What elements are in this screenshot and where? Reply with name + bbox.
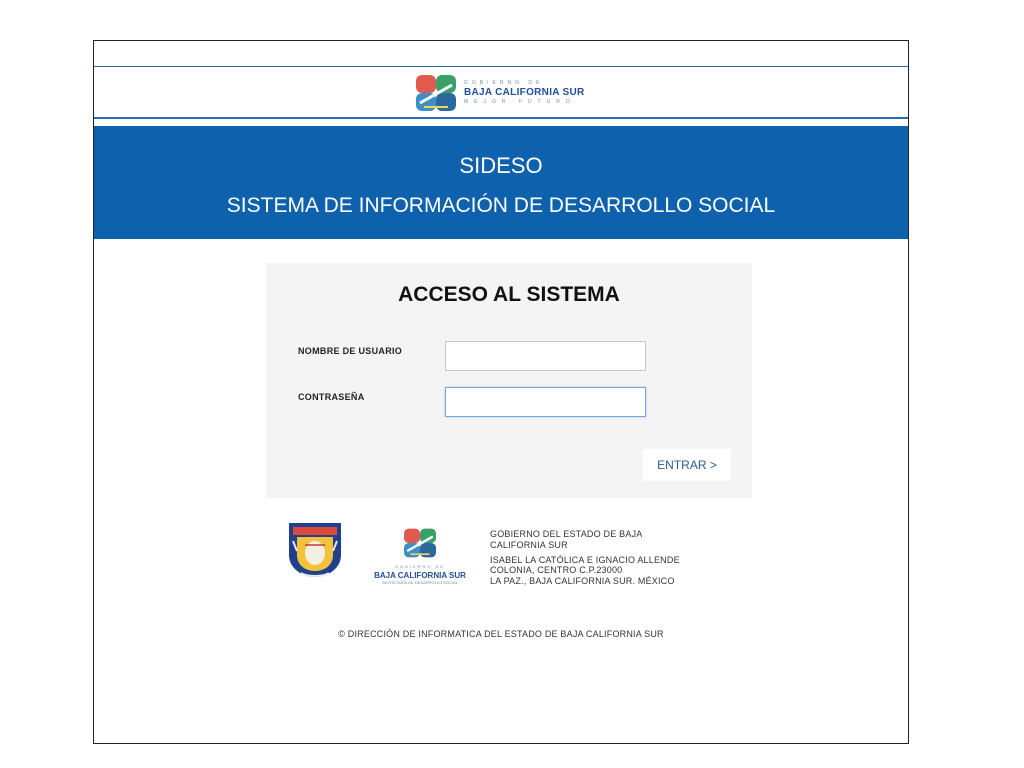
footer-logo — [368, 527, 472, 591]
bcs-emblem-icon — [414, 73, 458, 113]
logo-sub-text: MEJOR FUTURO — [464, 99, 576, 105]
copyright-text: © DIRECCIÓN DE INFORMATICA DEL ESTADO DE BAJA CALIFORNIA SUR — [338, 629, 664, 639]
footer-logo-sub-text: SECRETARÍA DE DESARROLLO SOCIAL — [382, 580, 458, 585]
password-input[interactable] — [445, 387, 646, 417]
banner-subtitle: SISTEMA DE INFORMACIÓN DE DESARROLLO SOCIAL — [226, 194, 776, 217]
login-panel — [266, 263, 752, 498]
enter-button[interactable]: ENTRAR > — [643, 449, 731, 481]
bcs-emblem-icon — [401, 527, 439, 559]
footer — [94, 519, 908, 639]
government-logo — [414, 73, 585, 113]
banner-title: SIDESO — [459, 153, 543, 178]
username-input[interactable] — [445, 341, 646, 371]
password-label: CONTRASEÑA — [298, 392, 365, 402]
address-line: ISABEL LA CATÓLICA E IGNACIO ALLENDE — [490, 554, 680, 565]
address-line: COLONIA, CENTRO C.P.23000 — [490, 565, 623, 576]
title-banner — [94, 126, 908, 239]
address-line: LA PAZ., BAJA CALIFORNIA SUR. MÉXICO — [490, 576, 675, 587]
logo-small-text: GOBIERNO DE — [464, 80, 544, 86]
logo-bar-divider — [94, 117, 908, 119]
footer-logo-main-text: BAJA CALIFORNIA SUR — [374, 571, 466, 580]
address-line: GOBIERNO DEL ESTADO DE BAJA — [490, 529, 643, 539]
logo-main-text: BAJA CALIFORNIA SUR — [464, 87, 585, 98]
login-title: ACCESO AL SISTEMA — [398, 283, 620, 306]
username-label: NOMBRE DE USUARIO — [298, 346, 403, 356]
page-frame — [93, 40, 909, 744]
address-block — [490, 529, 680, 587]
address-line: CALIFORNIA SUR — [490, 539, 568, 550]
logo-bar — [94, 67, 908, 119]
state-shield-icon — [287, 521, 343, 579]
footer-logo-small-text: GOBIERNO DE — [394, 564, 446, 569]
